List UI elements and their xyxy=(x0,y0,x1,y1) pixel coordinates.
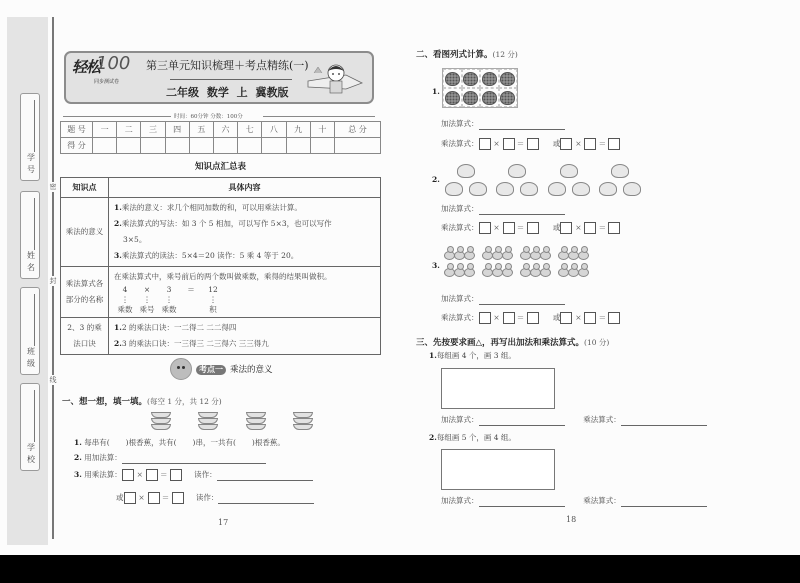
section-2-heading xyxy=(416,48,518,60)
mascot-pen-icon xyxy=(306,61,364,99)
dots: ⋮ xyxy=(121,295,129,304)
header-cell: 四 xyxy=(165,122,189,138)
cell xyxy=(480,88,499,107)
addition-formula-row xyxy=(441,203,565,215)
answer-box[interactable] xyxy=(527,138,539,150)
content-line xyxy=(114,200,375,216)
knowledge-point: 2、3 的乘法口诀 xyxy=(61,318,109,355)
header-cell: 十 xyxy=(310,122,334,138)
knowledge-content xyxy=(109,318,381,355)
header-cell: 六 xyxy=(213,122,237,138)
header-cell: 知识点 xyxy=(61,178,109,198)
peach-group xyxy=(443,162,489,200)
duck-icon xyxy=(453,246,463,259)
part-name: 乘数 xyxy=(161,305,177,314)
section-3-heading xyxy=(416,336,609,348)
underline xyxy=(34,100,35,152)
times-sign: × xyxy=(136,470,143,479)
peach-icon xyxy=(445,182,463,196)
times-sign: × xyxy=(575,313,582,322)
strawberry-icon xyxy=(500,91,515,105)
duck-icon xyxy=(481,246,491,259)
page-number-left: 17 xyxy=(218,518,229,527)
equals-sign: ＝ xyxy=(516,139,525,148)
multiplication-formula-row xyxy=(441,138,620,150)
equation-part: ＝ xyxy=(187,285,195,294)
heading-text: 二、看图列式计算。 xyxy=(416,50,493,60)
answer-box[interactable] xyxy=(527,222,539,234)
smiley-icon xyxy=(170,358,192,380)
times-sign: × xyxy=(493,313,500,322)
title-rule xyxy=(170,79,292,80)
answer-box[interactable] xyxy=(479,138,491,150)
duck-icon xyxy=(463,246,473,259)
question-number: 1. xyxy=(429,351,437,360)
question-number: 1. xyxy=(74,438,82,447)
banana-picture xyxy=(148,408,318,434)
read-as-line[interactable] xyxy=(218,494,314,504)
table-row xyxy=(61,122,381,138)
or-label: 或 xyxy=(552,313,561,322)
answer-box[interactable] xyxy=(146,469,158,481)
knowledge-point: 乘法算式各部分的名称 xyxy=(61,267,109,318)
equation-row xyxy=(114,285,375,295)
peach-icon xyxy=(508,164,526,178)
content-line: 在乘法算式中，乘号前后的两个数叫做乘数，乘得的结果叫做积。 xyxy=(114,272,332,281)
strawberry-icon xyxy=(463,72,478,86)
cell xyxy=(499,88,518,107)
read-as-label: 读作： xyxy=(194,470,217,479)
duck-icon xyxy=(567,263,577,276)
title-banner xyxy=(64,51,374,104)
answer-box[interactable] xyxy=(148,492,160,504)
underline xyxy=(34,390,35,442)
header-cell: 三 xyxy=(141,122,165,138)
item-number: 1. xyxy=(114,203,122,212)
times-sign: × xyxy=(575,223,582,232)
multiplication-label: 乘法算式： xyxy=(441,313,479,322)
equation-part: × xyxy=(143,285,151,294)
item-text: 2 的乘法口诀：一二得二 二二得四 xyxy=(121,323,237,332)
duck-group xyxy=(557,263,587,280)
peach-icon xyxy=(611,164,629,178)
score-cell[interactable] xyxy=(262,138,286,154)
cell xyxy=(462,69,481,88)
header-cell: 具体内容 xyxy=(109,178,381,198)
header-cell: 题 号 xyxy=(61,122,93,138)
student-id-field[interactable] xyxy=(20,93,40,181)
duck-icon xyxy=(567,246,577,259)
duck-icon xyxy=(529,246,539,259)
number: 3. xyxy=(432,261,440,270)
time-score-line xyxy=(63,112,375,120)
duck-picture xyxy=(443,246,603,282)
question-number: 2. xyxy=(74,453,82,462)
question-1-3-alt xyxy=(116,492,314,504)
total-score-cell[interactable] xyxy=(335,138,381,154)
question-text: )根香蕉，共有( xyxy=(125,438,177,447)
answer-box[interactable] xyxy=(608,138,620,150)
multiplication-label: 乘法算式： xyxy=(441,223,479,232)
name-field[interactable] xyxy=(20,191,40,279)
dots-row xyxy=(114,295,375,305)
header-cell: 总 分 xyxy=(335,122,381,138)
question-text: 每串有( xyxy=(84,438,110,447)
addition-answer-line[interactable] xyxy=(479,416,565,426)
banana-icon xyxy=(148,408,176,432)
answer-box[interactable] xyxy=(479,312,491,324)
knowledge-table-title: 知识点汇总表 xyxy=(194,162,246,172)
peach-group xyxy=(597,162,643,200)
question-number: 3. xyxy=(74,470,82,479)
duck-icon xyxy=(501,263,511,276)
strawberry-icon xyxy=(445,91,460,105)
strawberry-icon xyxy=(463,91,478,105)
underline xyxy=(34,294,35,346)
question-text: 用加法算： xyxy=(84,453,122,462)
strawberry-icon xyxy=(500,72,515,86)
answer-box[interactable] xyxy=(560,222,572,234)
score-cell[interactable] xyxy=(286,138,310,154)
school-label: 学校 xyxy=(27,443,35,464)
or-label: 或 xyxy=(552,139,561,148)
score-cell[interactable] xyxy=(117,138,141,154)
multiplication-formula-row xyxy=(441,312,620,324)
duck-icon xyxy=(453,263,463,276)
equals-sign: ＝ xyxy=(516,223,525,232)
score-table xyxy=(60,121,381,154)
answer-box[interactable] xyxy=(560,312,572,324)
knowledge-point: 乘法的意义 xyxy=(61,198,109,267)
banana-icon xyxy=(243,408,271,432)
rule xyxy=(263,116,375,117)
score-cell[interactable] xyxy=(310,138,334,154)
answer-box[interactable] xyxy=(584,138,596,150)
duck-group xyxy=(481,263,511,280)
section-1-heading xyxy=(62,395,222,407)
multiplication-formula-row xyxy=(441,222,620,234)
duck-icon xyxy=(539,246,549,259)
number: 1. xyxy=(432,87,440,96)
addition-label: 加法算式： xyxy=(441,119,479,128)
peach-icon xyxy=(520,182,538,196)
header-cell: 七 xyxy=(238,122,262,138)
duck-group xyxy=(557,246,587,263)
peach-icon xyxy=(469,182,487,196)
question-3-2 xyxy=(429,432,516,444)
school-field[interactable] xyxy=(20,383,40,471)
strawberry-icon xyxy=(445,72,460,86)
duck-icon xyxy=(443,263,453,276)
times-sign: × xyxy=(493,223,500,232)
cell xyxy=(462,88,481,107)
table-row xyxy=(61,138,381,154)
item-text: 3×5。 xyxy=(123,235,147,244)
item-number: 1. xyxy=(114,323,122,332)
item-text: 乘法的意义：求几个相同加数的和，可以用乘法计算。 xyxy=(121,203,302,212)
addition-label: 加法算式： xyxy=(441,294,479,303)
answer-box[interactable] xyxy=(560,138,572,150)
item-text: 3 的乘法口诀：一三得三 二三得六 三三得九 xyxy=(121,339,269,348)
addition-formula-row xyxy=(441,118,565,130)
dots: ⋮ xyxy=(209,295,217,304)
question-1-3 xyxy=(74,469,313,481)
question-1-2 xyxy=(74,452,266,464)
question-number: 2. xyxy=(429,433,437,442)
addition-answer-line[interactable] xyxy=(479,497,565,507)
cell xyxy=(443,88,462,107)
table-row xyxy=(61,318,381,355)
drawing-box[interactable] xyxy=(441,449,555,490)
duck-group xyxy=(443,246,473,263)
header-cell: 九 xyxy=(286,122,310,138)
multiplication-label: 乘法算式： xyxy=(441,139,479,148)
duck-icon xyxy=(501,246,511,259)
seal-char: 密 xyxy=(49,183,57,191)
rule xyxy=(63,116,171,117)
answer-box[interactable] xyxy=(503,312,515,324)
strawberry-grid xyxy=(442,68,518,108)
dots: ⋮ xyxy=(165,295,173,304)
cell xyxy=(443,69,462,88)
class-label: 班级 xyxy=(27,347,35,368)
question-1-1 xyxy=(74,437,285,449)
duck-group xyxy=(443,263,473,280)
peach-icon xyxy=(572,182,590,196)
name-label: 姓名 xyxy=(27,251,35,272)
table-row xyxy=(61,178,381,198)
page-number-right: 18 xyxy=(566,515,577,524)
content-line xyxy=(114,248,375,264)
table-row xyxy=(61,267,381,318)
brand-subtitle: 同步测试卷 xyxy=(94,79,120,85)
peach-icon xyxy=(548,182,566,196)
peach-picture xyxy=(443,162,643,200)
banana-icon xyxy=(290,408,318,432)
cell xyxy=(499,69,518,88)
number: 2. xyxy=(432,175,440,184)
dots: ⋮ xyxy=(143,295,151,304)
equals-sign: ＝ xyxy=(598,139,607,148)
drawing-box[interactable] xyxy=(441,368,555,409)
names-row xyxy=(114,305,375,315)
points-text: (每空 1 分，共 12 分) xyxy=(147,397,222,406)
question-text: 用乘法算： xyxy=(84,470,122,479)
grade-subject: 二年级 数学 上 冀教版 xyxy=(166,86,289,99)
formula-row xyxy=(441,414,707,426)
knowledge-content xyxy=(109,198,381,267)
duck-icon xyxy=(443,246,453,259)
question-text: 每组画 5 个，画 4 组。 xyxy=(436,433,516,442)
answer-box[interactable] xyxy=(172,492,184,504)
equals-sign: ＝ xyxy=(159,470,168,479)
item-number: 2. xyxy=(114,339,122,348)
duck-row xyxy=(443,246,603,263)
time-score-text: 时间：60分钟 分数：100分 xyxy=(171,112,246,120)
addition-answer-line[interactable] xyxy=(122,454,266,464)
peach-group xyxy=(546,162,592,200)
duck-icon xyxy=(463,263,473,276)
question-number xyxy=(432,86,440,98)
equals-sign: ＝ xyxy=(598,223,607,232)
or-label: 或 xyxy=(552,223,561,232)
addition-label: 加法算式： xyxy=(441,415,479,424)
knowledge-table xyxy=(60,177,381,355)
student-id-label: 学号 xyxy=(27,153,35,174)
answer-box[interactable] xyxy=(608,312,620,324)
answer-box[interactable] xyxy=(584,312,596,324)
points-text: (10 分) xyxy=(584,338,610,347)
times-sign: × xyxy=(493,139,500,148)
question-number xyxy=(432,260,440,272)
topic-name: 乘法的意义 xyxy=(230,365,273,375)
duck-icon xyxy=(529,263,539,276)
peach-group xyxy=(494,162,540,200)
header-cell: 二 xyxy=(117,122,141,138)
content-line xyxy=(114,232,375,248)
row-label: 得 分 xyxy=(61,138,93,154)
times-sign: × xyxy=(138,493,145,502)
duck-icon xyxy=(491,263,501,276)
score-cell[interactable] xyxy=(165,138,189,154)
answer-box[interactable] xyxy=(584,222,596,234)
binding-strip xyxy=(7,17,48,545)
content-line xyxy=(114,216,375,232)
peach-icon xyxy=(457,164,475,178)
score-cell[interactable] xyxy=(93,138,117,154)
seal-char: 线 xyxy=(49,376,57,384)
duck-icon xyxy=(519,263,529,276)
header-cell: 五 xyxy=(189,122,213,138)
brand-logo: 轻松 xyxy=(72,58,101,76)
unit-title: 第三单元知识梳理＋考点精练(一) xyxy=(146,59,309,72)
duck-icon xyxy=(557,246,567,259)
score-cell[interactable] xyxy=(189,138,213,154)
header-cell: 八 xyxy=(262,122,286,138)
equals-sign: ＝ xyxy=(516,313,525,322)
banana-icon xyxy=(195,408,223,432)
equation-part: 4 xyxy=(122,285,128,294)
part-name xyxy=(180,305,202,315)
question-number xyxy=(432,174,440,186)
duck-icon xyxy=(519,246,529,259)
peach-icon xyxy=(496,182,514,196)
item-text: 乘法算式的读法：5×4＝20 读作：5 乘 4 等于 20。 xyxy=(121,251,299,260)
dots xyxy=(180,295,202,305)
content-line xyxy=(114,336,375,352)
duck-icon xyxy=(491,246,501,259)
multiplication-label: 乘法算式： xyxy=(583,415,621,424)
knowledge-content xyxy=(109,267,381,318)
duck-group xyxy=(519,263,549,280)
part-name: 乘数 xyxy=(117,305,133,314)
part-name: 积 xyxy=(209,305,217,314)
multiplication-label: 乘法算式： xyxy=(583,496,621,505)
topic-badge: 考点一 xyxy=(196,365,226,375)
seal-char: 封 xyxy=(49,277,57,285)
points-text: (12 分) xyxy=(492,50,518,59)
duck-icon xyxy=(577,246,587,259)
table-row xyxy=(61,198,381,267)
addition-label: 加法算式： xyxy=(441,496,479,505)
peach-icon xyxy=(623,182,641,196)
peach-icon xyxy=(560,164,578,178)
answer-box[interactable] xyxy=(479,222,491,234)
duck-icon xyxy=(481,263,491,276)
formula-row xyxy=(441,495,707,507)
heading-text: 一、想一想，填一填。 xyxy=(62,397,148,407)
addition-label: 加法算式： xyxy=(441,204,479,213)
answer-box[interactable] xyxy=(170,469,182,481)
duck-group xyxy=(519,246,549,263)
answer-box[interactable] xyxy=(527,312,539,324)
item-number: 3. xyxy=(114,251,122,260)
addition-answer-line[interactable] xyxy=(479,120,565,130)
score-cell[interactable] xyxy=(238,138,262,154)
answer-box[interactable] xyxy=(122,469,134,481)
class-field[interactable] xyxy=(20,287,40,375)
multiplication-answer-line[interactable] xyxy=(621,497,707,507)
question-text: )根香蕉。 xyxy=(251,438,285,447)
item-number: 2. xyxy=(114,219,122,228)
addition-formula-row xyxy=(441,293,565,305)
multiplication-answer-line[interactable] xyxy=(621,416,707,426)
question-text: )串，一共有( xyxy=(192,438,236,447)
duck-group xyxy=(481,246,511,263)
duck-icon xyxy=(557,263,567,276)
strawberry-icon xyxy=(482,72,497,86)
question-text: 每组画 4 个，画 3 组。 xyxy=(436,351,516,360)
duck-row xyxy=(443,263,603,280)
equals-sign: ＝ xyxy=(598,313,607,322)
strawberry-icon xyxy=(482,91,497,105)
answer-box[interactable] xyxy=(608,222,620,234)
score-cell[interactable] xyxy=(141,138,165,154)
or-label: 或 xyxy=(116,493,124,502)
brand-number: 100 xyxy=(96,53,131,74)
duck-icon xyxy=(577,263,587,276)
equation-part: 12 xyxy=(208,285,218,294)
equation-part: 3 xyxy=(166,285,172,294)
read-as-label: 读作： xyxy=(195,493,219,502)
content-line xyxy=(114,320,375,336)
header-cell: 一 xyxy=(93,122,117,138)
addition-answer-line[interactable] xyxy=(479,205,565,215)
answer-box[interactable] xyxy=(503,222,515,234)
score-cell[interactable] xyxy=(213,138,237,154)
cell xyxy=(480,69,499,88)
duck-icon xyxy=(539,263,549,276)
times-sign: × xyxy=(575,139,582,148)
question-3-1 xyxy=(429,350,516,362)
read-as-line[interactable] xyxy=(217,471,313,481)
item-text: 乘法算式的写法：如 3 个 5 相加，可以写作 5×3，也可以写作 xyxy=(121,219,332,228)
addition-answer-line[interactable] xyxy=(479,295,565,305)
heading-text: 三、先按要求画△，再写出加法和乘法算式。 xyxy=(416,338,585,348)
answer-box[interactable] xyxy=(124,492,136,504)
part-name: 乘号 xyxy=(139,305,155,314)
answer-box[interactable] xyxy=(503,138,515,150)
underline xyxy=(34,198,35,250)
peach-icon xyxy=(599,182,617,196)
equals-sign: ＝ xyxy=(161,493,170,502)
